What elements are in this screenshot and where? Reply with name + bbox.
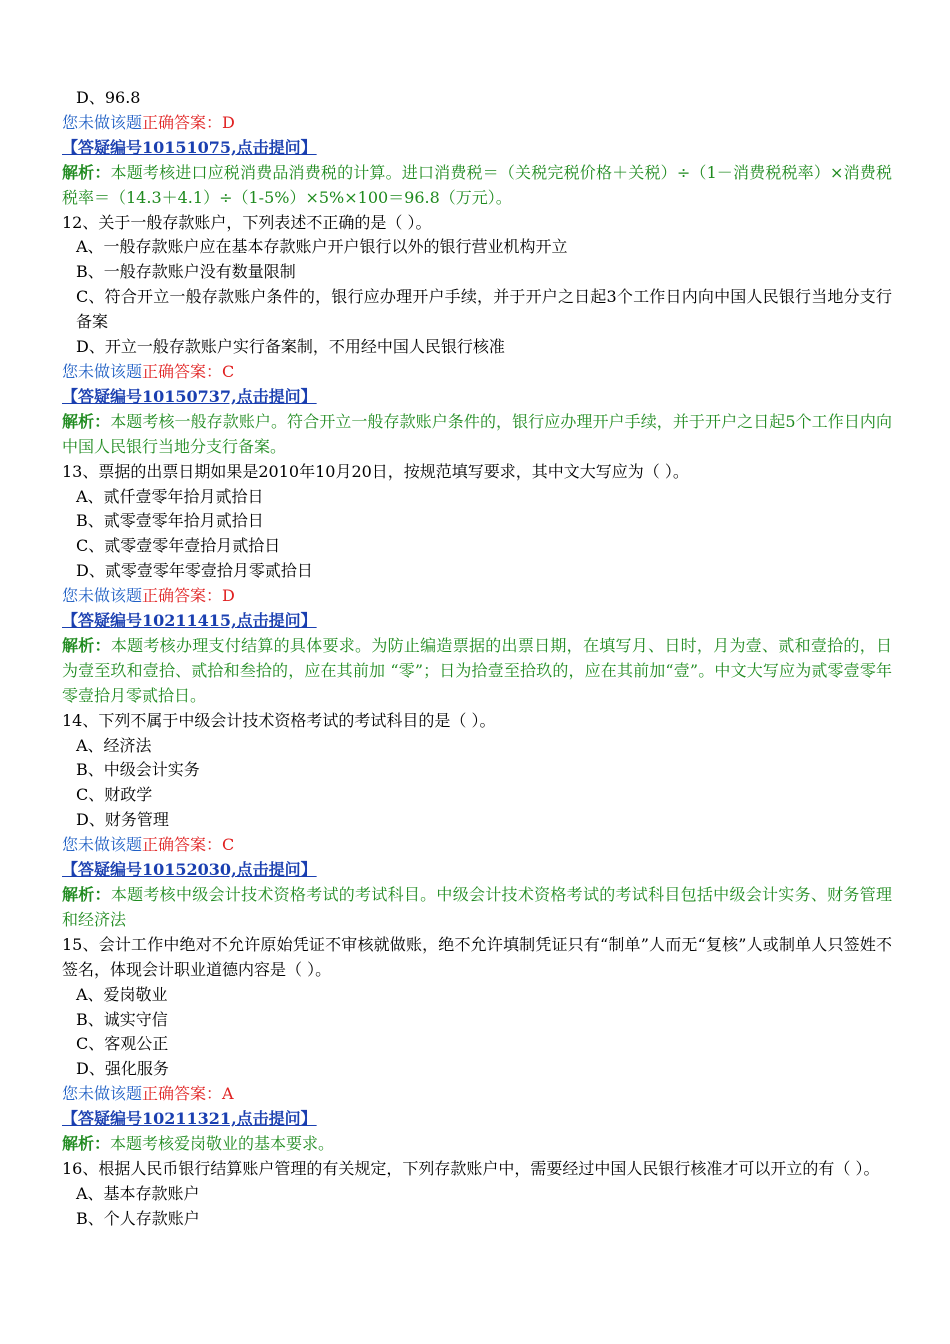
analysis: 解析：本题考核爱岗敬业的基本要求。 [62,1134,335,1154]
analysis: 解析：本题考核办理支付结算的具体要求。为防止编造票据的出票日期，在填写月、日时，月为壹、贰和壹拾的，日为壹至玖和壹拾、贰拾和叁拾的，应在其前加 “零”；日为拾壹至拾玖的，应在其前加“壹”。中文大写应为贰零壹零年零壹拾月零贰拾日。 [62,635,892,705]
ask-question-link[interactable]: 【答疑编号10151075,点击提问】 [62,137,317,157]
analysis: 解析：本题考核进口应税消费品消费税的计算。进口消费税＝（关税完税价格＋关税）÷（1－消费税税率）×消费税税率＝（14.3＋4.1）÷（1-5%）×5%×100＝96.8（万元）。 [62,162,892,207]
option: B、贰零壹零年拾月贰拾日 [76,511,264,531]
analysis: 解析：本题考核一般存款账户。符合开立一般存款账户条件的，银行应办理开户手续，并于开户之日起5个工作日内向中国人民银行当地分支行备案。 [62,411,892,456]
result-line [62,584,892,609]
question-text: 12、关于一般存款账户，下列表述不正确的是（ ）。 [62,212,432,232]
question-text: 13、票据的出票日期如果是2010年10月20日，按规范填写要求，其中文大写应为（ ）。 [62,461,689,481]
option: C、符合开立一般存款账户条件的，银行应办理开户手续，并于开户之日起3个工作日内向中国人民银行当地分支行备案 [76,287,892,332]
question-text: 14、下列不属于中级会计技术资格考试的考试科目的是（ ）。 [62,710,496,730]
option: C、客观公正 [76,1034,169,1054]
correct-answer: 正确答案：C [142,361,235,381]
option: D、财务管理 [76,810,169,830]
option: D、强化服务 [76,1059,169,1079]
option: A、基本存款账户 [76,1183,200,1203]
correct-answer: 正确答案：C [142,835,235,855]
question-text: 15、会计工作中绝对不允许原始凭证不审核就做账，绝不允许填制凭证只有“制单”人而无“复核”人或制单人只签姓不签名，体现会计职业道德内容是（ ）。 [62,934,892,979]
question-text: 16、根据人民币银行结算账户管理的有关规定，下列存款账户中，需要经过中国人民银行核准才可以开立的有（ ）。 [62,1158,880,1178]
option: A、一般存款账户应在基本存款账户开户银行以外的银行营业机构开立 [76,237,568,257]
result-line [62,833,892,858]
option: D、开立一般存款账户实行备案制，不用经中国人民银行核准 [76,337,505,357]
not-done-label: 您未做该题 [62,586,143,606]
option: B、个人存款账户 [76,1208,200,1228]
document-page [62,86,892,1232]
result-line [62,111,892,136]
correct-answer: 正确答案：A [142,1084,234,1104]
option-d: D、96.8 [76,88,141,107]
option: A、经济法 [76,735,152,755]
option: B、诚实守信 [76,1009,168,1029]
not-done-label: 您未做该题 [62,835,143,855]
ask-question-link[interactable]: 【答疑编号10211415,点击提问】 [62,611,317,631]
analysis: 解析：本题考核中级会计技术资格考试的考试科目。中级会计技术资格考试的考试科目包括中级会计实务、财务管理和经济法 [62,885,892,929]
option: B、中级会计实务 [76,760,200,780]
option: C、贰零壹零年壹拾月贰拾日 [76,536,281,556]
option: A、爱岗敬业 [76,984,168,1004]
ask-question-link[interactable]: 【答疑编号10152030,点击提问】 [62,860,317,880]
correct-answer: 正确答案：D [142,112,235,132]
correct-answer: 正确答案：D [142,586,235,606]
result-line [62,360,892,385]
ask-question-link[interactable]: 【答疑编号10150737,点击提问】 [62,386,317,406]
not-done-label: 您未做该题 [62,361,143,381]
option: A、贰仟壹零年拾月贰拾日 [76,486,264,506]
option: B、一般存款账户没有数量限制 [76,262,296,282]
result-line [62,1082,892,1107]
option: C、财政学 [76,785,153,805]
ask-question-link[interactable]: 【答疑编号10211321,点击提问】 [62,1109,317,1129]
not-done-label: 您未做该题 [62,1084,143,1104]
option: D、贰零壹零年零壹拾月零贰拾日 [76,561,313,581]
not-done-label: 您未做该题 [62,112,143,132]
